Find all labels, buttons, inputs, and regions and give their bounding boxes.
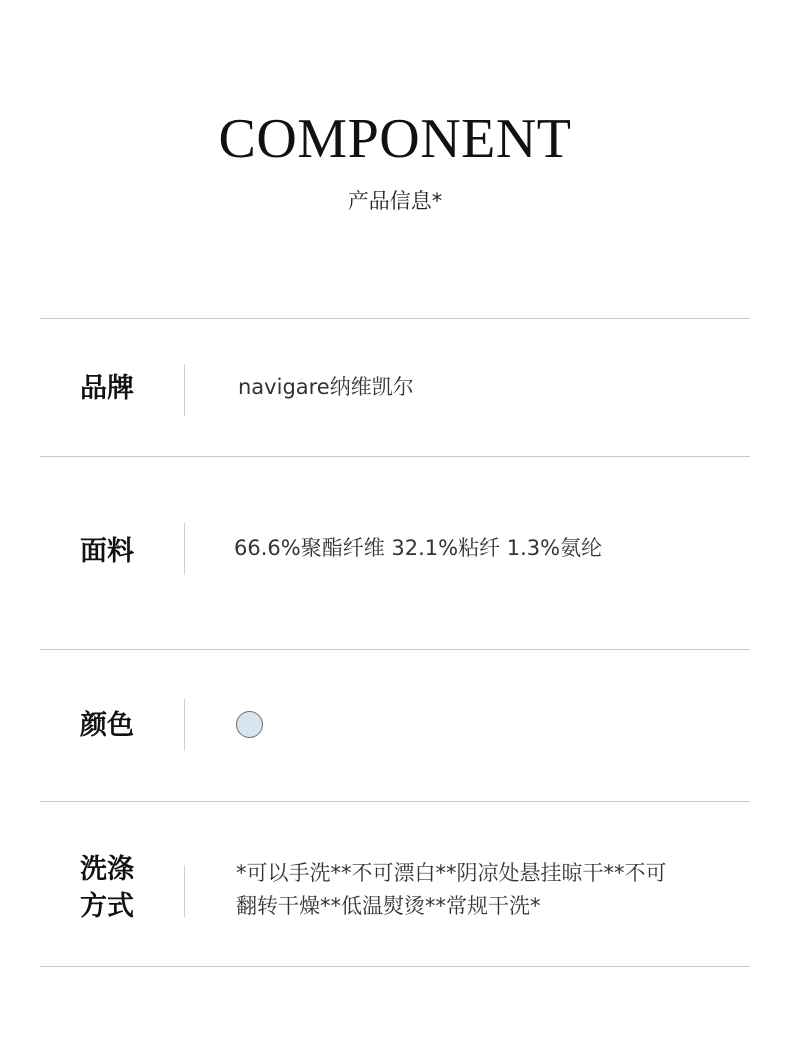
row-fabric: [40, 456, 750, 649]
fabric-value: 66.6%聚酯纤维 32.1%粘纤 1.3%氨纶: [234, 536, 603, 560]
washing-value-line1: *可以手洗**不可漂白**阴凉处悬挂晾干**不可: [236, 861, 667, 885]
row-brand: [40, 318, 750, 456]
color-label: 颜色: [80, 710, 134, 741]
row-separator: [184, 364, 185, 416]
page-title: COMPONENT: [218, 108, 572, 170]
row-separator: [184, 523, 185, 575]
divider-bottom: [40, 966, 750, 967]
fabric-label: 面料: [80, 536, 134, 567]
page-subtitle: 产品信息*: [347, 189, 443, 213]
row-washing: [40, 801, 750, 966]
washing-label-line2: 方式: [80, 891, 134, 922]
color-swatch: [236, 711, 263, 738]
row-separator: [184, 699, 185, 751]
row-color: [40, 649, 750, 801]
row-separator: [184, 865, 185, 917]
washing-value-line2: 翻转干燥**低温熨烫**常规干洗*: [236, 894, 541, 918]
brand-value: navigare纳维凯尔: [238, 375, 414, 399]
washing-label-line1: 洗涤: [80, 854, 134, 885]
brand-label: 品牌: [80, 373, 134, 404]
